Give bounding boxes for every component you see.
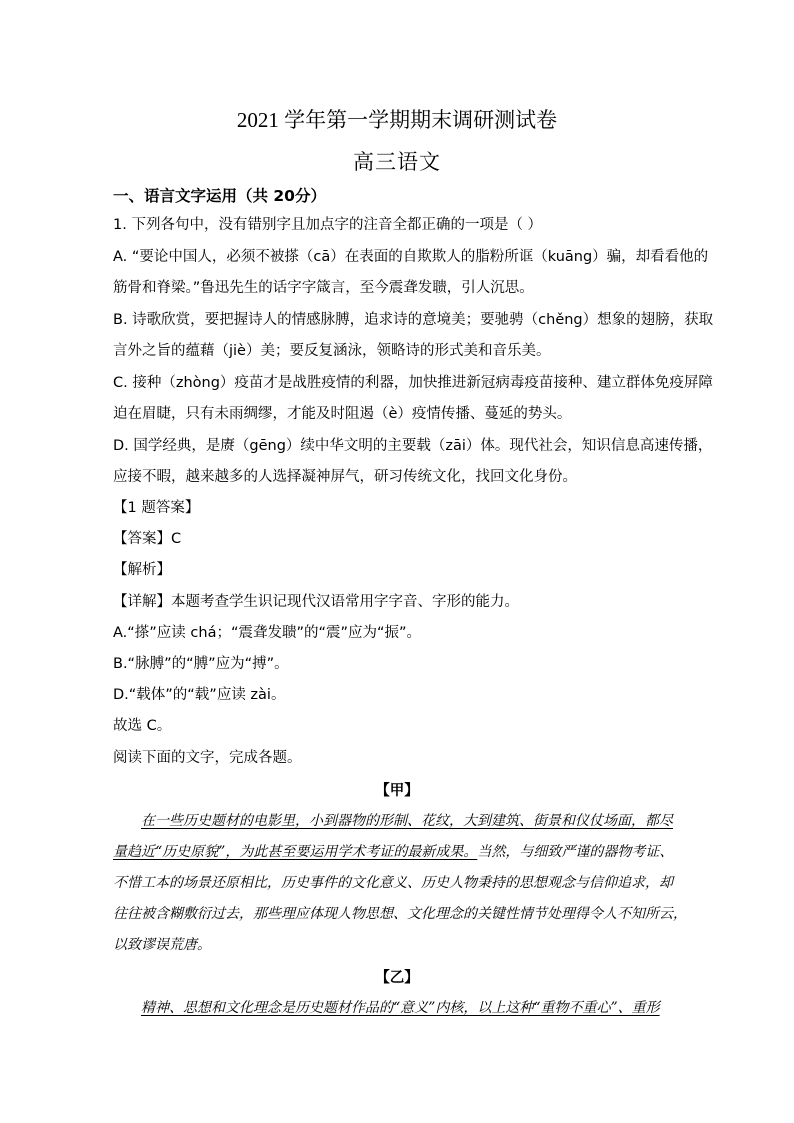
underlined-text: 精神、思想和文化理念是历史题材作品的“意义”内核，以上这种“重物不重心”、重形 (141, 1000, 660, 1016)
passage-jia-line (141, 812, 673, 830)
analysis-tag: 【解析】 (113, 562, 171, 578)
option-a-line1: A. “要论中国人，必须不被搽（cā）在表面的自欺欺人的脂粉所诓（kuāng）骗，却看看他的 (113, 249, 709, 265)
option-c-line2: 迫在眉睫，只有未雨绸缪，才能及时阻遏（è）疫情传播、蔓延的势头。 (113, 406, 572, 422)
exam-title: 2021 学年第一学期期末调研测试卷 (236, 108, 558, 132)
answer-tag: 【1 题答案】 (113, 500, 200, 516)
subject-title: 高三语文 (353, 150, 441, 174)
passage-jia-line (113, 843, 673, 861)
option-b-line2: 言外之旨的蕴藉（jiè）美；要反复涵泳，领略诗的形式美和音乐美。 (113, 343, 551, 359)
point-b: B.“脉膊”的“膊”应为“搏”。 (113, 656, 289, 672)
passage-yi-label: 【乙】 (375, 970, 419, 986)
passage-yi-line (141, 999, 660, 1017)
passage-text: 当然，与细致严谨的器物考证、 (477, 844, 674, 860)
reading-intro: 阅读下面的文字，完成各题。 (113, 750, 302, 766)
option-c-line1: C. 接种（zhòng）疫苗才是战胜疫情的利器，加快推进新冠病毒疫苗接种、建立群体免疫屏障 (113, 375, 713, 391)
section-heading: 一、语言文字运用（共 20分） (113, 187, 326, 205)
option-d-line2: 应接不暇，越来越多的人选择凝神屏气，研习传统文化，找回文化身份。 (113, 469, 577, 485)
underlined-text: 量趋近“历史原貌”，为此甚至要运用学术考证的最新成果。 (113, 844, 478, 860)
point-a: A.“搽”应读 chá；“震聋发聩”的“震”应为“振”。 (113, 625, 422, 641)
answer-line: 【答案】C (113, 531, 182, 547)
passage-jia-line: 不惜工本的场景还原相比，历史事件的文化意义、历史人物秉持的思想观念与信仰追求，却 (113, 875, 673, 891)
passage-jia-line: 往往被含糊敷衍过去，那些理应体现人物思想、文化理念的关键性情节处理得令人不知所云， (113, 906, 687, 922)
question-stem: 1. 下列各句中，没有错别字且加点字的注音全都正确的一项是（ ） (113, 217, 543, 233)
option-d-line1: D. 国学经典，是赓（gēng）续中华文明的主要载（zāi）体。现代社会，知识信息高速传播， (113, 438, 713, 454)
choice-line: 故选 C。 (113, 718, 172, 734)
passage-jia-label: 【甲】 (375, 783, 419, 799)
option-b-line1: B. 诗歌欣赏，要把握诗人的情感脉膊，追求诗的意境美；要驰骋（chěng）想象的翅膀，获取 (113, 312, 714, 328)
option-a-line2: 筋骨和脊梁。”鲁迅先生的话字字箴言，至今震聋发聩，引人沉思。 (113, 280, 534, 296)
underlined-text: 在一些历史题材的电影里，小到器物的形制、花纹，大到建筑、街景和仪仗场面，都尽 (141, 813, 673, 829)
passage-jia-line: 以致谬误荒唐。 (113, 937, 211, 953)
point-d: D.“载体”的“载”应读 zài。 (113, 687, 286, 703)
detail-line: 【详解】本题考查学生识记现代汉语常用字字音、字形的能力。 (113, 594, 519, 610)
